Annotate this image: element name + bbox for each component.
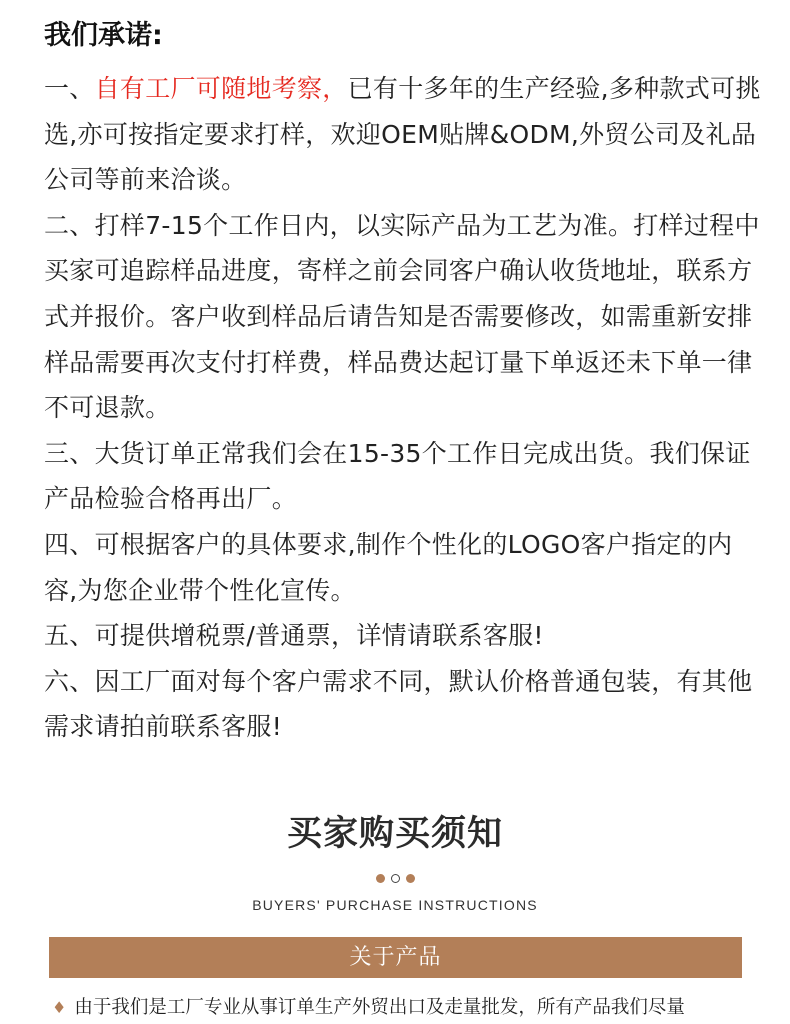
promise-item-2 bbox=[44, 203, 764, 431]
notice-bullet-item bbox=[52, 994, 782, 1022]
promise-item-prefix: 六、 bbox=[44, 666, 95, 696]
promise-item-prefix: 四、 bbox=[44, 529, 95, 559]
promise-item-text: 已有十多年的生产经验,多种款式可挑选,亦可按指定要求打样，欢迎OEM贴牌&ODM,外贸公司及礼品公司等前来洽谈。 bbox=[44, 74, 761, 195]
promise-item-prefix: 三、 bbox=[44, 438, 95, 468]
promise-item-prefix: 五、 bbox=[44, 621, 95, 651]
promise-item-1 bbox=[44, 66, 764, 203]
hollow-dot-icon bbox=[391, 874, 400, 883]
dot-icon bbox=[376, 874, 385, 883]
promise-item-text: 大货订单正常我们会在15-35个工作日完成出货。我们保证产品检验合格再出厂。 bbox=[44, 438, 751, 514]
promise-item-highlight: 自有工厂可随地考察， bbox=[94, 74, 348, 103]
notice-bullet-text: 由于我们是工厂专业从事订单生产外贸出口及走量批发，所有产品我们尽量 bbox=[74, 997, 685, 1018]
diamond-icon: ♦ bbox=[52, 998, 67, 1017]
dot-icon bbox=[406, 874, 415, 883]
promise-item-5 bbox=[44, 613, 764, 659]
promise-heading: 我们承诺: bbox=[44, 20, 163, 51]
promise-item-6 bbox=[44, 659, 764, 750]
section-bar-about-product: 关于产品 bbox=[49, 937, 742, 978]
promise-item-prefix: 二、 bbox=[44, 210, 95, 240]
divider-dots bbox=[0, 874, 790, 883]
promise-item-text: 因工厂面对每个客户需求不同，默认价格普通包装，有其他需求请拍前联系客服! bbox=[44, 666, 753, 742]
notice-title: 买家购买须知 bbox=[286, 814, 503, 854]
promise-item-text: 可提供增税票/普通票，详情请联系客服! bbox=[94, 621, 544, 651]
promise-item-3 bbox=[44, 431, 764, 522]
promise-item-prefix: 一、 bbox=[44, 74, 95, 103]
promise-item-text: 打样7-15个工作日内，以实际产品为工艺为准。打样过程中买家可追踪样品进度，寄样之前会同客户确认收货地址，联系方式并报价。客户收到样品后请告知是否需要修改，如需重新安排样品需要再次支付打样费，样品费达起订量下单返还未下单一律不可退款。 bbox=[44, 210, 760, 423]
promise-item-4 bbox=[44, 522, 764, 613]
notice-subtitle: BUYERS' PURCHASE INSTRUCTIONS bbox=[252, 897, 538, 913]
promise-section bbox=[44, 14, 764, 750]
promise-item-text: 可根据客户的具体要求,制作个性化的LOGO客户指定的内容,为您企业带个性化宣传。 bbox=[44, 529, 733, 605]
